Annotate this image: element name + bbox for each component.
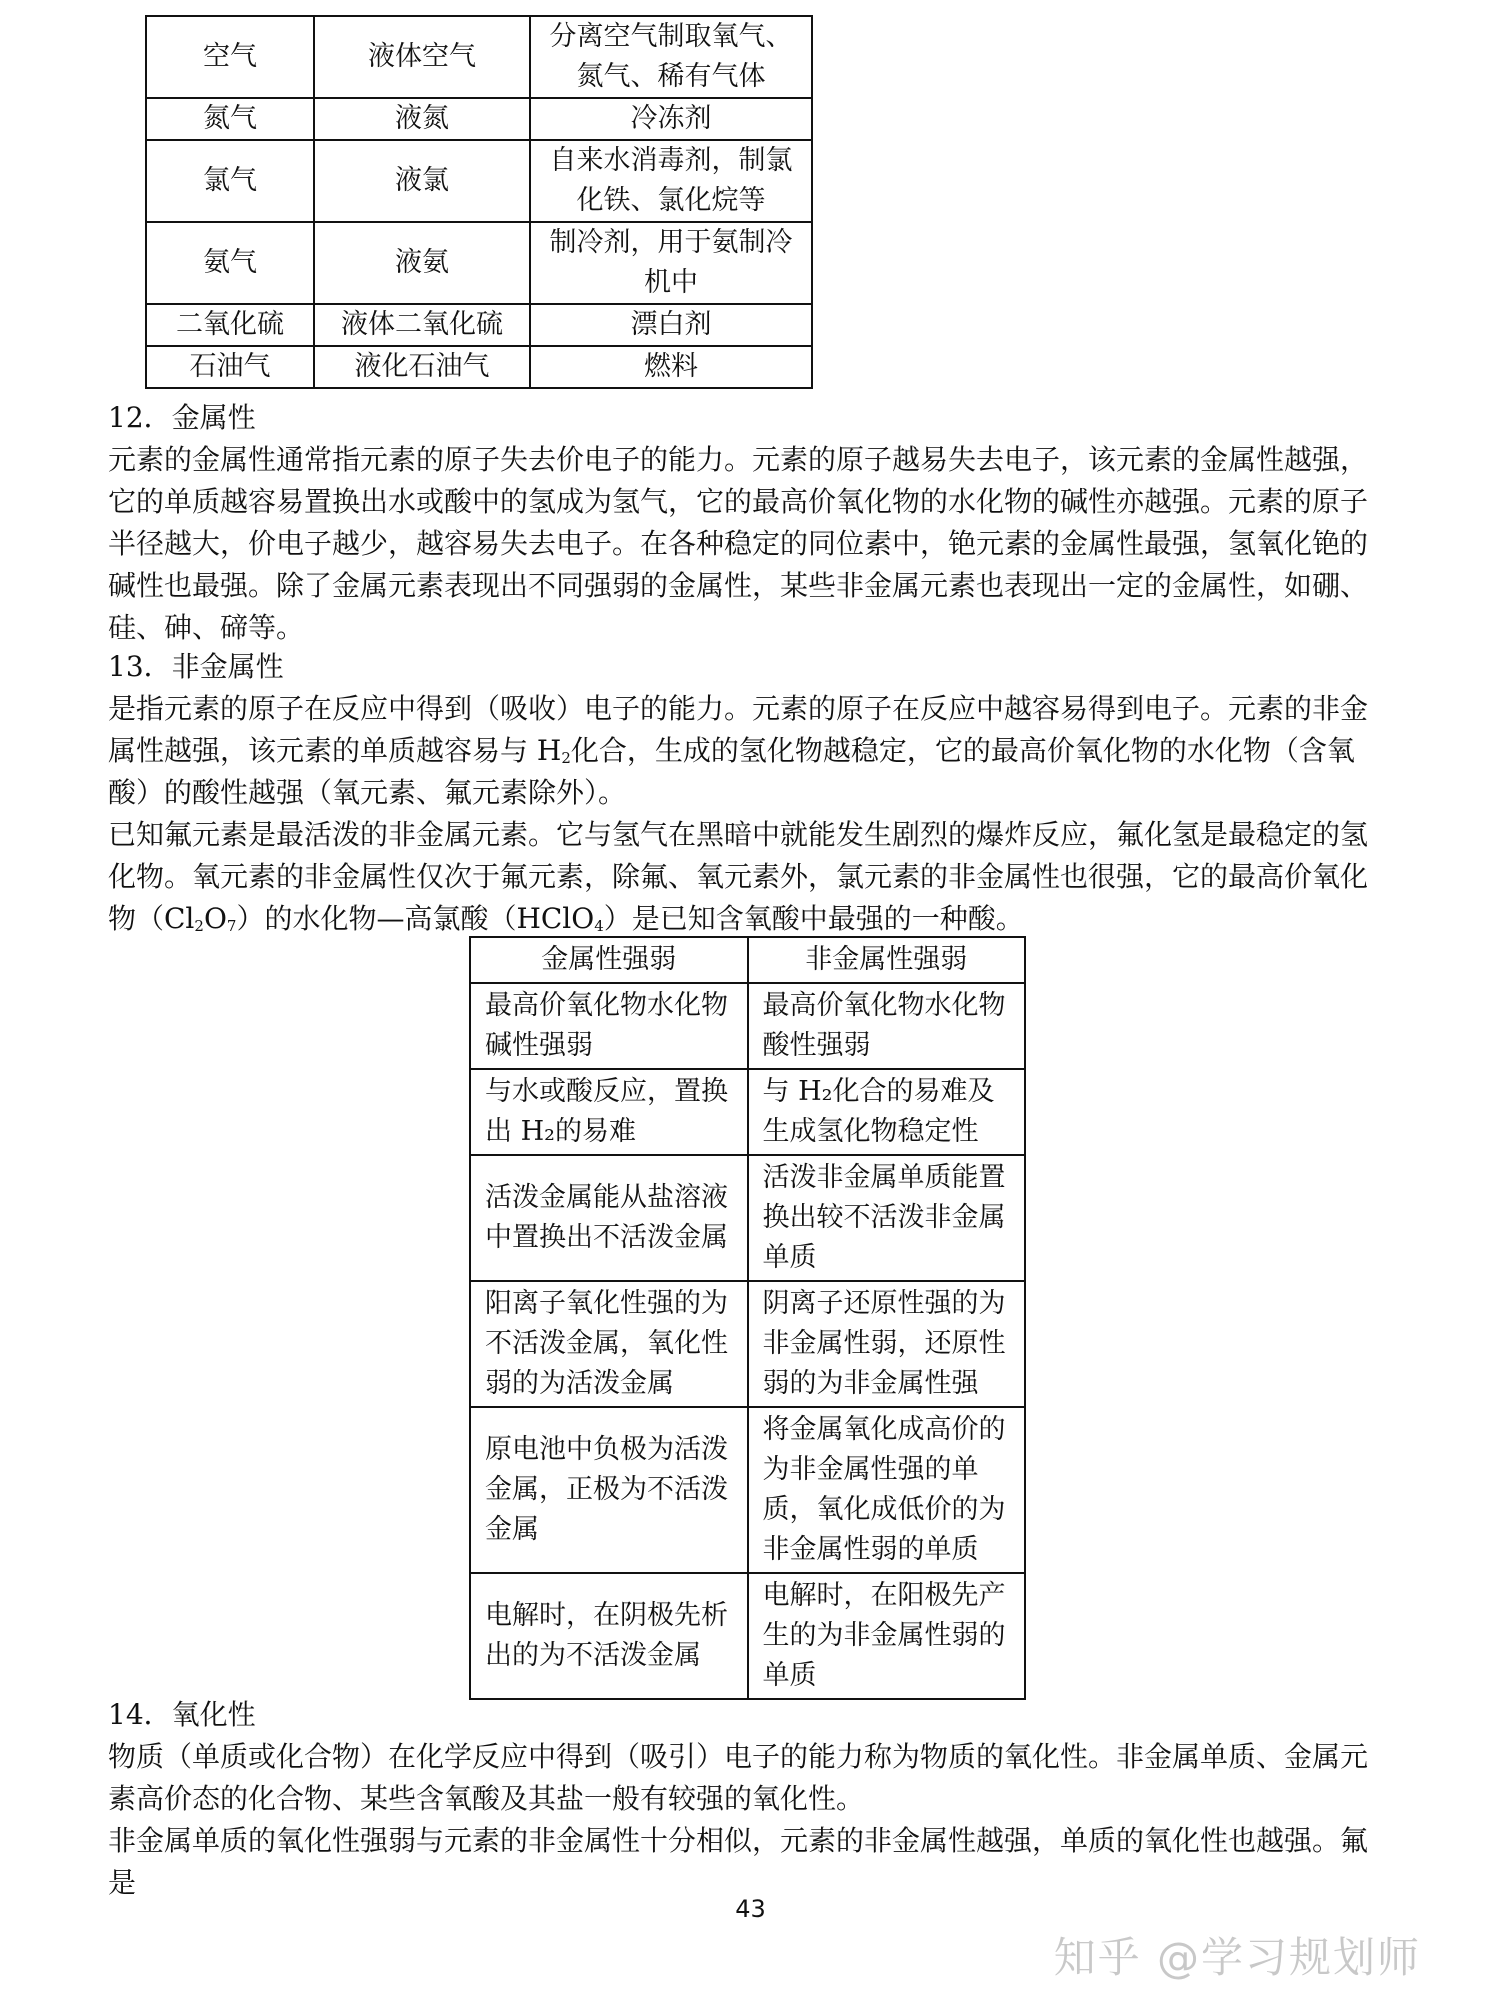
section-heading: 13．非金属性	[108, 650, 284, 683]
table-cell: 阴离子还原性强的为非金属性弱，还原性弱的为非金属性强	[748, 1281, 1026, 1407]
paragraph: 已知氟元素是最活泼的非金属元素。它与氢气在黑暗中就能发生剧烈的爆炸反应，氟化氢是最稳定的氢化物。氧元素的非金属性仅次于氟元素，除氟、氧元素外，氯元素的非金属性也很强，它的最高价氧化物$(Cl_2O_7)$的水化物—高氯酸（HClO$_4$）是已知含氧酸中最强的一种酸。	[108, 818, 1369, 935]
table-cell: 液氯	[314, 140, 530, 222]
table-cell: 自来水消毒剂，制氯化铁、氯化烷等	[530, 140, 812, 222]
gas-usage-table	[145, 15, 813, 389]
paragraph: 物质（单质或化合物）在化学反应中得到（吸引）电子的能力称为物质的氧化性。非金属单质、金属元素高价态的化合物、某些含氧酸及其盐一般有较强的氧化性。	[108, 1740, 1369, 1815]
table-cell: 二氧化硫	[146, 304, 314, 346]
table-row	[146, 140, 812, 222]
table-cell: 氨气	[146, 222, 314, 304]
table-cell: 最高价氧化物水化物碱性强弱	[470, 983, 748, 1069]
table-row	[470, 1407, 1025, 1573]
table-cell: 冷冻剂	[530, 98, 812, 140]
table-cell: 液体二氧化硫	[314, 304, 530, 346]
section-oxidizing	[108, 1694, 1393, 1904]
table-row	[146, 16, 812, 98]
table-cell: 最高价氧化物水化物酸性强弱	[748, 983, 1026, 1069]
paragraph: 是指元素的原子在反应中得到（吸收）电子的能力。元素的原子在反应中越容易得到电子。元素的非金属性越强，该元素的单质越容易与 $H_2$化合，生成的氢化物越稳定，它的最高价氧化物的水化物（含氧酸）的酸性越强（氧元素、氟元素除外）。	[108, 692, 1369, 809]
table-cell: 将金属氧化成高价的为非金属性强的单质，氧化成低价的为非金属性弱的单质	[748, 1407, 1026, 1573]
table-cell: 与 H₂化合的易难及生成氢化物稳定性	[748, 1069, 1026, 1155]
section-metallicity	[108, 397, 1393, 649]
column-header: 金属性强弱	[470, 937, 748, 983]
table-cell: 空气	[146, 16, 314, 98]
paragraph: 元素的金属性通常指元素的原子失去价电子的能力。元素的原子越易失去电子，该元素的金属性越强，它的单质越容易置换出水或酸中的氢成为氢气，它的最高价氧化物的水化物的碱性亦越强。元素的原子半径越大，价电子越少，越容易失去电子。在各种稳定的同位素中，铯元素的金属性最强，氢氧化铯的碱性也最强。除了金属元素表现出不同强弱的金属性，某些非金属元素也表现出一定的金属性，如硼、硅、砷、碲等。	[108, 443, 1369, 644]
table-cell: 漂白剂	[530, 304, 812, 346]
table-row	[146, 98, 812, 140]
page-number: 43	[735, 1895, 766, 1923]
table-row	[470, 1069, 1025, 1155]
section-nonmetallicity	[108, 646, 1393, 940]
table-row	[146, 222, 812, 304]
table-cell: 活泼非金属单质能置换出较不活泼非金属单质	[748, 1155, 1026, 1281]
watermark: 知乎 @学习规划师	[1053, 1933, 1421, 1982]
table-cell: 原电池中负极为活泼金属，正极为不活泼金属	[470, 1407, 748, 1573]
table-cell: 分离空气制取氧气、氮气、稀有气体	[530, 16, 812, 98]
table-cell: 电解时，在阴极先析出的为不活泼金属	[470, 1573, 748, 1699]
table-cell: 氮气	[146, 98, 314, 140]
table-row	[470, 1155, 1025, 1281]
table-cell: 电解时，在阳极先产生的为非金属性弱的单质	[748, 1573, 1026, 1699]
table-cell: 液氮	[314, 98, 530, 140]
paragraph: 非金属单质的氧化性强弱与元素的非金属性十分相似，元素的非金属性越强，单质的氧化性也越强。氟是	[108, 1824, 1369, 1899]
table-row	[470, 1573, 1025, 1699]
table-cell: 石油气	[146, 346, 314, 388]
table-cell: 液体空气	[314, 16, 530, 98]
section-heading: 12．金属性	[108, 401, 256, 434]
table-header-row	[470, 937, 1025, 983]
section-heading: 14．氧化性	[108, 1698, 256, 1731]
table-cell: 活泼金属能从盐溶液中置换出不活泼金属	[470, 1155, 748, 1281]
table-row	[146, 304, 812, 346]
column-header: 非金属性强弱	[748, 937, 1026, 983]
table-row	[146, 346, 812, 388]
table-row	[470, 1281, 1025, 1407]
table-cell: 液氨	[314, 222, 530, 304]
metallicity-comparison-table	[469, 936, 1026, 1700]
table-row	[470, 983, 1025, 1069]
table-cell: 阳离子氧化性强的为不活泼金属，氧化性弱的为活泼金属	[470, 1281, 748, 1407]
table-cell: 与水或酸反应，置换出 H₂的易难	[470, 1069, 748, 1155]
table-cell: 燃料	[530, 346, 812, 388]
table-cell: 制冷剂，用于氨制冷机中	[530, 222, 812, 304]
table-cell: 液化石油气	[314, 346, 530, 388]
table-cell: 氯气	[146, 140, 314, 222]
